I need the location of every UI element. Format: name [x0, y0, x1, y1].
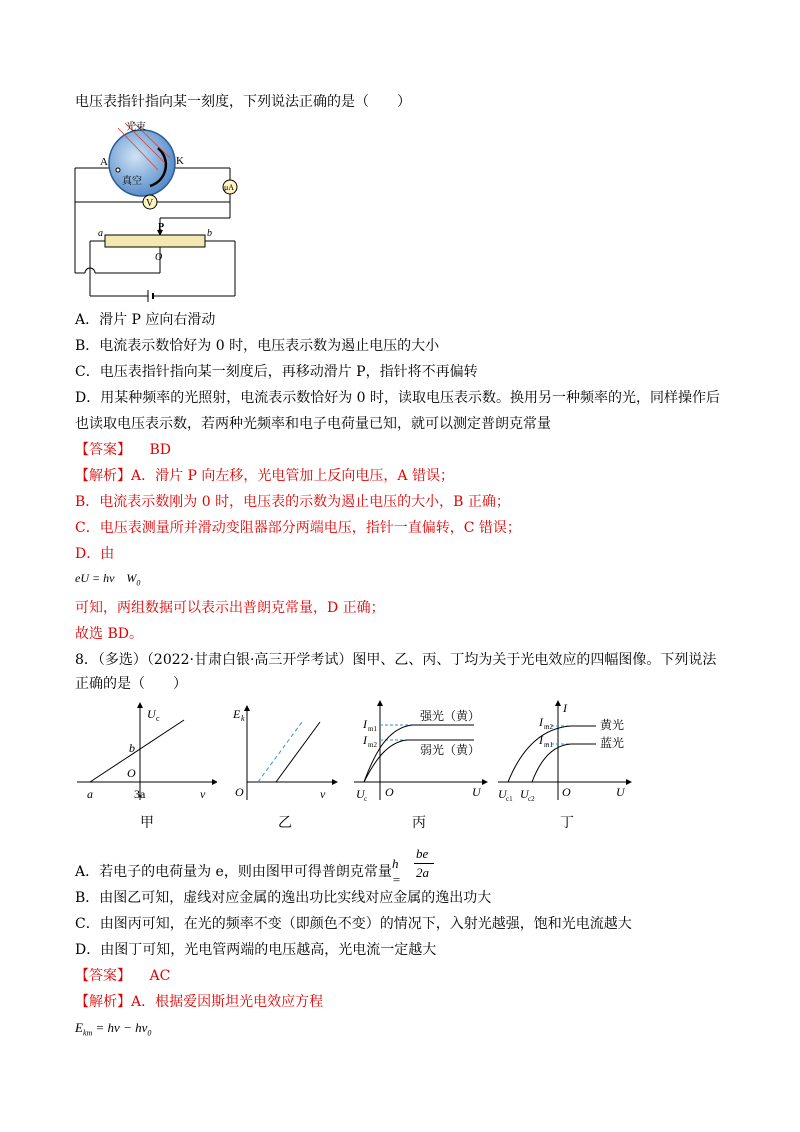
bing-im2-sub: m2 [368, 741, 377, 749]
bing-uc-label: U [356, 787, 365, 801]
bing-im1-sub: m1 [368, 725, 377, 733]
bing-caption: 丙 [412, 815, 426, 831]
bing-im2-label: I [363, 733, 367, 747]
q7-answer-value: BD [149, 442, 171, 458]
yi-ylabel-sub: k [241, 714, 245, 723]
cathode-label: K [176, 155, 184, 167]
q7-analysis-label: 【解析】 [75, 468, 131, 484]
ding-xlabel: U [616, 785, 625, 799]
bing-xlabel: U [472, 785, 481, 799]
q8-option-a [75, 862, 392, 882]
graph-ding [496, 700, 641, 805]
slider-label: P [158, 222, 165, 233]
graph-jia [72, 700, 217, 805]
jia-ylabel: U [147, 707, 156, 721]
ding-ylabel: I [563, 701, 567, 715]
jia-xlabel: ν [200, 787, 206, 801]
formula-denominator: 2a [416, 865, 429, 880]
q7-analysis-a [75, 466, 454, 486]
bing-origin: O [385, 785, 394, 799]
ding-uc1-label: U [498, 787, 507, 801]
graph-bing [352, 700, 492, 805]
q7-final: 故选 BD。 [75, 626, 143, 642]
q7-analysis-d: D．由 [75, 546, 115, 562]
q7-answer [75, 440, 171, 460]
ding-caption: 丁 [560, 815, 574, 831]
midpoint-label: O [155, 252, 163, 263]
yi-xlabel: ν [320, 787, 326, 801]
end-b-label: b [207, 228, 212, 239]
formula-bar [414, 863, 434, 864]
microammeter-label: μA [224, 183, 235, 192]
voltmeter-label: V [146, 198, 154, 209]
q7-analysis-b: B．电流表示数刚为 0 时，电压表的示数为遏止电压的大小，B 正确； [75, 494, 510, 510]
vacuum-label: 真空 [122, 176, 142, 187]
formula-numerator: be [416, 846, 429, 861]
q8-analysis-label: 【解析】 [75, 994, 131, 1010]
q7-option-b: B．电流表示数恰好为 0 时，电压表示数为遏止电压的大小 [75, 338, 440, 354]
jia-caption: 甲 [140, 815, 154, 831]
circuit-diagram [70, 118, 260, 308]
yi-origin: O [235, 785, 244, 799]
jia-3a-label: 3a [134, 787, 146, 801]
ding-im2-label: I [539, 715, 543, 729]
bing-weak-label: 弱光（黄） [420, 743, 481, 757]
q8-stem-line2: 正确的是（ ） [75, 676, 187, 692]
q7-option-a: A．滑片 P 应向右滑动 [75, 312, 216, 328]
end-a-label: a [98, 228, 103, 239]
bing-im1-label: I [363, 717, 367, 731]
ding-i1-sub: m1 [544, 741, 553, 749]
q8-answer-value: AC [149, 968, 171, 984]
ding-blue-label: 蓝光 [600, 736, 625, 750]
q8-eq-e: E [75, 1020, 83, 1035]
q7-analysis-a-text: A．滑片 P 向左移，光电管加上反向电压，A 错误； [131, 468, 454, 484]
graph-yi [232, 700, 342, 805]
q8-analysis-a [75, 992, 323, 1012]
jia-b-label: b [129, 741, 135, 755]
q7-conclusion: 可知，两组数据可以表示出普朗克常量，D 正确； [75, 600, 385, 616]
anode-label: A [100, 156, 108, 168]
bing-strong-label: 强光（黄） [420, 709, 481, 723]
ding-im2-sub: m2 [544, 723, 553, 731]
jia-ylabel-sub: c [156, 714, 160, 723]
q8-option-c: C．由图丙可知，在光的频率不变（即颜色不变）的情况下，入射光越强，饱和光电流越大 [75, 916, 632, 932]
yi-ylabel: E [233, 707, 241, 721]
q8-stem-line1: 8．（多选）（2022·甘肃白银·高三开学考试）图甲、乙、丙、丁均为关于光电效应的四幅图像。下列说法 [75, 652, 717, 668]
ding-yellow-label: 黄光 [600, 718, 625, 732]
q7-option-d-line1: D．用某种频率的光照射，电流表示数恰好为 0 时，读取电压表示数。换用另一种频率的光，同样操作后 [75, 390, 721, 406]
q8-answer-label: 【答案】 [75, 968, 131, 984]
jia-origin: O [127, 766, 136, 780]
ding-uc1-sub: c1 [506, 795, 513, 803]
q8-analysis-a-text: A．根据爱因斯坦光电效应方程 [131, 994, 324, 1010]
q8-eq-rest: = hν − hν [92, 1020, 148, 1035]
q8-option-b: B．由图乙可知，虚线对应金属的逸出功比实线对应金属的逸出功大 [75, 890, 492, 906]
jia-a-label: a [87, 787, 93, 801]
q8-option-a-text: A．若电子的电荷量为 e，则由图甲可得普朗克常量 [75, 864, 392, 880]
q7-analysis-c: C．电压表测量所并滑动变阻器部分两端电压，指针一直偏转，C 错误； [75, 520, 521, 536]
q7-option-c: C．电压表指针指向某一刻度后，再移动滑片 P，指针将不再偏转 [75, 364, 478, 380]
q8-eq-rest-sub: 0 [147, 1028, 152, 1038]
bing-uc-sub: c [364, 795, 368, 803]
formula-h: h = [392, 856, 401, 887]
q7-answer-label: 【答案】 [75, 442, 131, 458]
q8-eq-sub: km [82, 1028, 93, 1038]
q7-equation-sub: 0 [136, 578, 141, 588]
ding-uc2-label: U [520, 787, 529, 801]
q7-equation [75, 568, 140, 593]
q7-stem: 电压表指针指向某一刻度，下列说法正确的是（ ） [75, 94, 411, 110]
q8-option-d: D．由图丁可知，光电管两端的电压越高，光电流一定越大 [75, 942, 437, 958]
yi-caption: 乙 [278, 815, 292, 831]
q8-equation [75, 1018, 151, 1044]
beam-label: 光束 [126, 122, 146, 133]
q7-equation-text: eU = hν W [75, 571, 137, 585]
ding-origin: O [562, 785, 571, 799]
ding-uc2-sub: c2 [528, 795, 535, 803]
q8-answer [75, 966, 170, 986]
ding-i1-label: I [539, 733, 543, 747]
q7-option-d-line2: 也读取电压表示数，若两种光频率和电子电荷量已知，就可以测定普朗克常量 [75, 416, 551, 432]
